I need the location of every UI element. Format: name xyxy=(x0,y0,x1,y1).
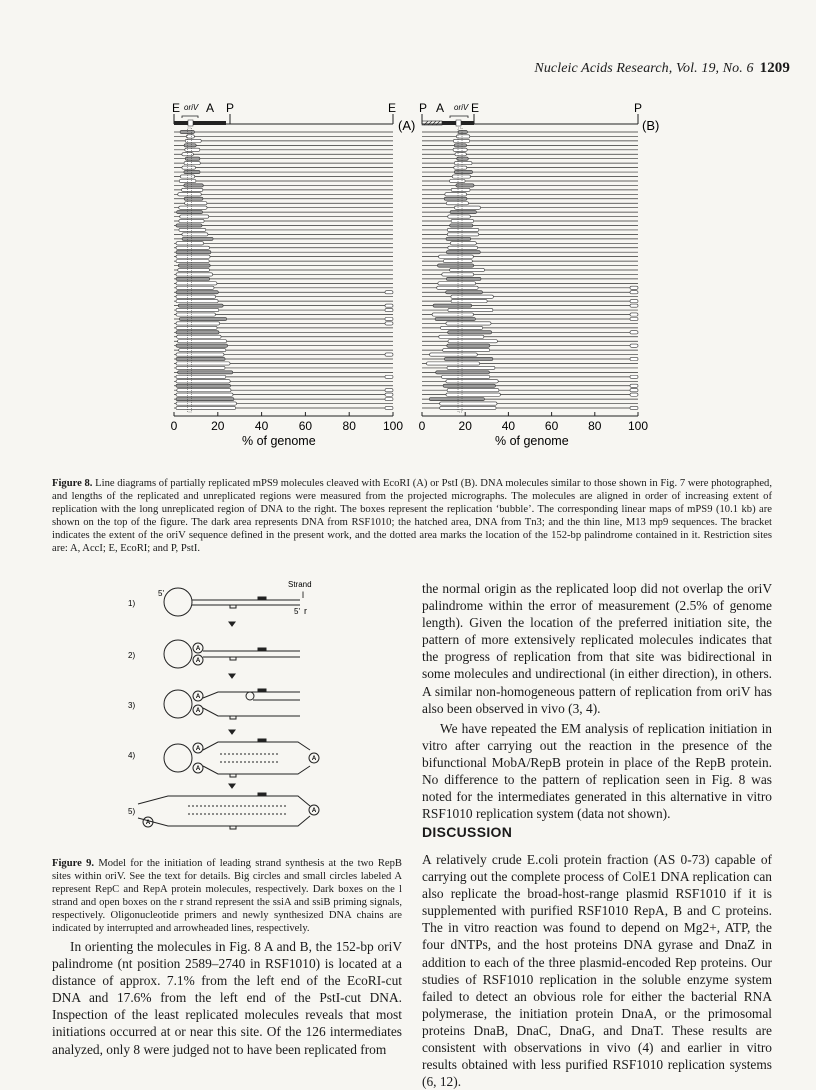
repa-label-3a: A xyxy=(195,694,201,700)
replication-bubble xyxy=(176,380,230,383)
strand-label: Strand xyxy=(288,580,312,589)
axis-tick-label: 80 xyxy=(342,419,356,433)
panel-a-site-a: A xyxy=(206,101,215,115)
page-number: 1209 xyxy=(759,60,790,76)
axis-tick-label: 60 xyxy=(298,419,313,433)
replication-bubble xyxy=(176,366,225,369)
right-column-paragraph-2: We have repeated the EM analysis of replication initiation in vitro after carrying out the reaction in the presence of the bifunctional MobA/RepB protein in place of the RepB protein. No difference to the pattern of replication seen in Fig. 8 was noted for the intermediates generated in this alternative in vitro RSF1010 replication system (data not shown). xyxy=(422,721,772,822)
repa-label-4b: A xyxy=(195,766,201,772)
replication-bubble xyxy=(448,246,478,249)
panel-b-site-a: A xyxy=(436,101,445,115)
replication-bubble xyxy=(447,366,495,369)
replication-bubble xyxy=(385,389,393,392)
replication-bubble xyxy=(176,313,216,316)
replication-bubble xyxy=(456,135,469,138)
five-prime-top: 5' xyxy=(158,589,164,598)
replication-bubble xyxy=(178,264,210,267)
replication-bubble xyxy=(385,353,393,356)
replication-bubble xyxy=(453,139,469,142)
replication-bubble xyxy=(176,344,228,347)
replication-bubble xyxy=(630,393,638,396)
axis-tick-label: 80 xyxy=(588,419,602,433)
replication-bubble xyxy=(436,371,490,374)
figure-9-caption xyxy=(52,857,402,935)
replication-bubble xyxy=(176,255,210,258)
replication-bubble xyxy=(179,206,207,209)
replication-bubble xyxy=(630,406,638,409)
replication-bubble xyxy=(446,251,480,254)
figure-8-caption-text: Line diagrams of partially replicated mPS9 molecules cleaved with EcoRI (A) or PstI (B). DNA molecules similar to those shown in Fig. 7 were photographed, and lengths of the replicated and unreplicated regions were measured from the projected micrographs. The molecules are aligned in order of increasing extent of replication with the long unreplicated region of DNA to the right. The boxes represent the replication ‘bubble’. The corresponding linear maps of mPS9 (10.1 kb) are shown on the top of the figure. The dark area represents DNA from RSF1010; the hatched area, DNA from Tn3; and the thin line, M13 mp9 sequences. The bracket indicates the extent of the oriV sequence defined in the present work, and the dotted area marks the location of the 152-bp palindrome contained in it. Restriction sites are: A, AccI; E, EcoRI; and P, PstI. xyxy=(52,478,772,554)
replication-bubble xyxy=(385,393,393,396)
replication-bubble xyxy=(442,375,490,378)
replication-bubble xyxy=(444,197,467,200)
replication-bubble xyxy=(178,268,210,271)
replication-bubble xyxy=(184,144,196,147)
replication-bubble xyxy=(630,317,638,320)
axis-tick-label: 40 xyxy=(501,419,516,433)
replication-bubble xyxy=(630,286,638,289)
panel-a-axis xyxy=(171,412,404,433)
replication-bubble xyxy=(448,340,497,343)
replication-bubble xyxy=(450,179,466,182)
replication-bubble xyxy=(385,291,393,294)
replication-bubble xyxy=(443,384,495,387)
repa-label-5b: A xyxy=(145,820,151,826)
figure-9-caption-title: Figure 9. xyxy=(52,858,95,869)
replication-bubble xyxy=(179,228,206,231)
step-label-3: 3) xyxy=(128,701,136,710)
replication-bubble xyxy=(451,219,474,222)
replication-bubble xyxy=(176,286,214,289)
replication-bubble xyxy=(185,148,200,151)
replication-bubble xyxy=(176,397,234,400)
replication-bubble xyxy=(630,291,638,294)
replication-bubble xyxy=(630,375,638,378)
replication-bubble xyxy=(176,242,204,245)
replication-bubble xyxy=(176,277,210,280)
replication-bubble xyxy=(176,353,224,356)
replication-bubble xyxy=(435,317,475,320)
strand-r-label: r xyxy=(304,606,307,616)
replication-bubble xyxy=(182,166,196,169)
figure-9 xyxy=(128,578,336,834)
panel-a-molecules xyxy=(174,128,393,412)
replication-bubble xyxy=(176,362,230,365)
panel-b-map xyxy=(419,101,642,126)
step-label-4: 4) xyxy=(128,751,136,760)
replication-bubble xyxy=(176,295,216,298)
replication-bubble xyxy=(429,397,484,400)
replication-bubble xyxy=(447,389,499,392)
axis-tick-label: 0 xyxy=(418,419,426,433)
replication-bubble xyxy=(446,291,483,294)
repa-label-2a: A xyxy=(195,646,201,652)
replication-bubble xyxy=(184,162,200,165)
panel-b-site-p-right: P xyxy=(634,101,643,115)
replication-bubble xyxy=(444,357,492,360)
replication-bubble xyxy=(176,393,233,396)
five-prime-bottom: 5' xyxy=(294,607,300,616)
replication-bubble xyxy=(438,282,476,285)
panel-b-site-e: E xyxy=(471,101,480,115)
replication-bubble xyxy=(176,308,219,311)
axis-tick-label: 100 xyxy=(382,419,404,433)
panel-a-site-e-left: E xyxy=(172,101,181,115)
replication-bubble xyxy=(176,291,218,294)
replication-bubble xyxy=(458,130,467,133)
replication-bubble xyxy=(385,322,393,325)
panel-b-molecules xyxy=(422,128,638,412)
replication-bubble xyxy=(446,322,491,325)
replication-bubble xyxy=(630,357,638,360)
replication-bubble xyxy=(630,344,638,347)
replication-bubble xyxy=(426,362,479,365)
replication-bubble xyxy=(176,259,209,262)
replication-bubble xyxy=(450,268,485,271)
replication-bubble xyxy=(440,402,497,405)
replication-bubble xyxy=(177,389,231,392)
replication-bubble xyxy=(451,300,487,303)
figure-8-caption-title: Figure 8. xyxy=(52,478,93,489)
repa-label-5a: A xyxy=(311,808,317,814)
replication-bubble xyxy=(385,397,393,400)
replication-bubble xyxy=(185,202,207,205)
panel-b-oriv-label: oriV xyxy=(454,103,469,112)
replication-bubble xyxy=(385,317,393,320)
replication-bubble xyxy=(442,273,474,276)
panel-b-axis xyxy=(419,412,649,433)
replication-bubble xyxy=(454,144,466,147)
journal-citation: Nucleic Acids Research, Vol. 19, No. 6 xyxy=(534,61,754,76)
panel-b-xlabel: % of genome xyxy=(495,434,569,448)
replication-bubble xyxy=(457,157,468,160)
replication-bubble xyxy=(454,162,472,165)
panel-a-xlabel: % of genome xyxy=(242,434,316,448)
panel-b-site-p-left: P xyxy=(419,101,428,115)
axis-tick-label: 20 xyxy=(458,419,472,433)
replication-bubble xyxy=(432,313,473,316)
replication-bubble xyxy=(445,193,467,196)
panel-b-label: (B) xyxy=(642,118,660,133)
replication-bubble xyxy=(456,184,474,187)
replication-bubble xyxy=(433,304,472,307)
replication-bubble xyxy=(440,406,496,409)
replication-bubble xyxy=(439,255,474,258)
running-header xyxy=(470,60,790,77)
step-label-1: 1) xyxy=(128,599,136,608)
replication-bubble xyxy=(454,166,467,169)
axis-tick-label: 60 xyxy=(544,419,559,433)
step-label-5: 5) xyxy=(128,807,136,816)
axis-tick-label: 20 xyxy=(211,419,225,433)
repa-label-2b: A xyxy=(195,658,201,664)
replication-bubble xyxy=(385,308,393,311)
replication-bubble xyxy=(446,237,471,240)
replication-bubble xyxy=(176,322,220,325)
figure-8-caption xyxy=(52,477,772,555)
replication-bubble xyxy=(385,406,393,409)
replication-bubble xyxy=(176,282,217,285)
repa-label-3b: A xyxy=(195,708,201,714)
replication-bubble xyxy=(452,175,470,178)
replication-bubble xyxy=(184,197,203,200)
replication-bubble xyxy=(177,211,203,214)
replication-bubble xyxy=(385,304,393,307)
replication-bubble xyxy=(439,335,484,338)
axis-tick-label: 100 xyxy=(627,419,649,433)
replication-bubble xyxy=(180,215,209,218)
section-heading-discussion: DISCUSSION xyxy=(422,824,513,840)
replication-bubble xyxy=(630,389,638,392)
replication-bubble xyxy=(454,170,472,173)
replication-bubble xyxy=(176,251,211,254)
replication-bubble xyxy=(446,277,481,280)
replication-bubble xyxy=(447,228,479,231)
replication-bubble xyxy=(178,340,227,343)
replication-bubble xyxy=(451,188,470,191)
panel-a-label: (A) xyxy=(398,118,416,133)
replication-bubble xyxy=(176,384,230,387)
replication-bubble xyxy=(448,215,471,218)
replication-bubble xyxy=(178,193,201,196)
replication-bubble xyxy=(437,286,478,289)
replication-bubble xyxy=(453,148,467,151)
replication-bubble xyxy=(446,393,500,396)
replication-bubble xyxy=(182,188,203,191)
replication-bubble xyxy=(176,224,202,227)
figure-9-caption-text: Model for the initiation of leading strand synthesis at the two RepB sites within oriV. See the text for details. Big circles and small circles labeled A represent RepC and RepA protein molecules, respectively. Dark boxes on the l strand and open boxes on the r strand represent the ssiA and ssiB priming signals, respectively. Oligonucleotide primers and newly synthesized DNA chains are indicated by interrupted and arrowheaded lines, respectively. xyxy=(52,858,402,934)
replication-bubble xyxy=(455,153,466,156)
replication-bubble xyxy=(450,211,476,214)
panel-a-site-p: P xyxy=(226,101,235,115)
replication-bubble xyxy=(447,344,490,347)
figure-8 xyxy=(160,96,660,452)
replication-bubble xyxy=(437,264,473,267)
replication-bubble xyxy=(450,242,476,245)
replication-bubble xyxy=(176,375,226,378)
repa-label-4c: A xyxy=(311,756,317,762)
strand-l-label: l xyxy=(302,590,304,600)
replication-bubble xyxy=(630,331,638,334)
panel-a-map xyxy=(172,101,396,126)
replication-bubble xyxy=(179,349,226,352)
replication-bubble xyxy=(446,380,498,383)
replication-bubble xyxy=(440,326,482,329)
replication-bubble xyxy=(176,331,219,334)
replication-bubble xyxy=(178,304,223,307)
replication-bubble xyxy=(630,384,638,387)
panel-a-oriv-label: oriV xyxy=(184,103,199,112)
replication-bubble xyxy=(182,233,208,236)
replication-bubble xyxy=(176,300,218,303)
right-column-paragraph-3: A relatively crude E.coli protein fraction (AS 0-73) capable of carrying out the complete process of ColE1 DNA replication can also replicate the broad-host-range plasmid RSF1010 if it is supplemented with purified RSF1010 RepA, B and C proteins. The in vitro reaction was found to depend on Mg2+, ATP, the four dNTPs, and the host proteins DNA gyrase and DnaZ in addition to each of the three plasmid-encoded Rep proteins. Our studies of RSF1010 replication in the soluble enzyme system failed to detect an obvious role for either the bacterial RNA polymerase, the initiation protein DnaA, or the primosomal proteins DnaB, DnaC, DnaG, and DnaT. These results are consistent with observations in vivo (4) and earlier in vitro results obtained with less purified RSF1010 replication systems (6, 12). xyxy=(422,852,772,1090)
repa-label-4a: A xyxy=(195,746,201,752)
replication-bubble xyxy=(630,304,638,307)
replication-bubble xyxy=(176,326,217,329)
replication-bubble xyxy=(450,224,473,227)
replication-bubble xyxy=(430,353,478,356)
replication-bubble xyxy=(448,331,492,334)
replication-bubble xyxy=(630,300,638,303)
panel-a-site-e-right: E xyxy=(388,101,397,115)
replication-bubble xyxy=(443,349,490,352)
replication-bubble xyxy=(454,206,480,209)
replication-bubble xyxy=(178,371,233,374)
replication-bubble xyxy=(182,237,213,240)
replication-bubble xyxy=(176,402,237,405)
replication-bubble xyxy=(176,357,225,360)
replication-bubble xyxy=(176,273,213,276)
axis-tick-label: 40 xyxy=(254,419,269,433)
right-column-paragraph-1: the normal origin as the replicated loop did not overlap the oriV palindrome within the error of measurement (2.5% of genome length). Given the location of the preferred initiation site, the pattern of more extensively replicated molecules indicates that the progress of replication from that site was bidirectional in some molecules and undirectional (in either direction), in others. A similar non-homogeneous pattern of replication from oriV has also been observed in vivo (3, 4). xyxy=(422,581,772,716)
replication-bubble xyxy=(447,233,479,236)
replication-bubble xyxy=(446,202,468,205)
replication-bubble xyxy=(184,184,203,187)
replication-bubble xyxy=(176,246,210,249)
replication-bubble xyxy=(179,317,226,320)
step-label-2: 2) xyxy=(128,651,136,660)
left-column-paragraph: In orienting the molecules in Fig. 8 A and B, the 152-bp oriV palindrome (nt position 2589–2740 in RSF1010) is located at a distance of approx. 7.1% from the left end of the EcoRI-cut DNA and 17.6% from the left end of the PstI-cut DNA. Inspection of the least replicated molecules reveals that most initiations occurred at or near this site. Of the 126 intermediates analyzed, only 8 were judged not to have been replicated from xyxy=(52,939,402,1057)
replication-bubble xyxy=(451,295,493,298)
replication-bubble xyxy=(448,308,493,311)
replication-bubble xyxy=(184,170,200,173)
replication-bubble xyxy=(385,375,393,378)
replication-bubble xyxy=(176,406,236,409)
axis-tick-label: 0 xyxy=(170,419,178,433)
replication-bubble xyxy=(180,130,194,133)
replication-bubble xyxy=(177,335,221,338)
replication-bubble xyxy=(630,313,638,316)
